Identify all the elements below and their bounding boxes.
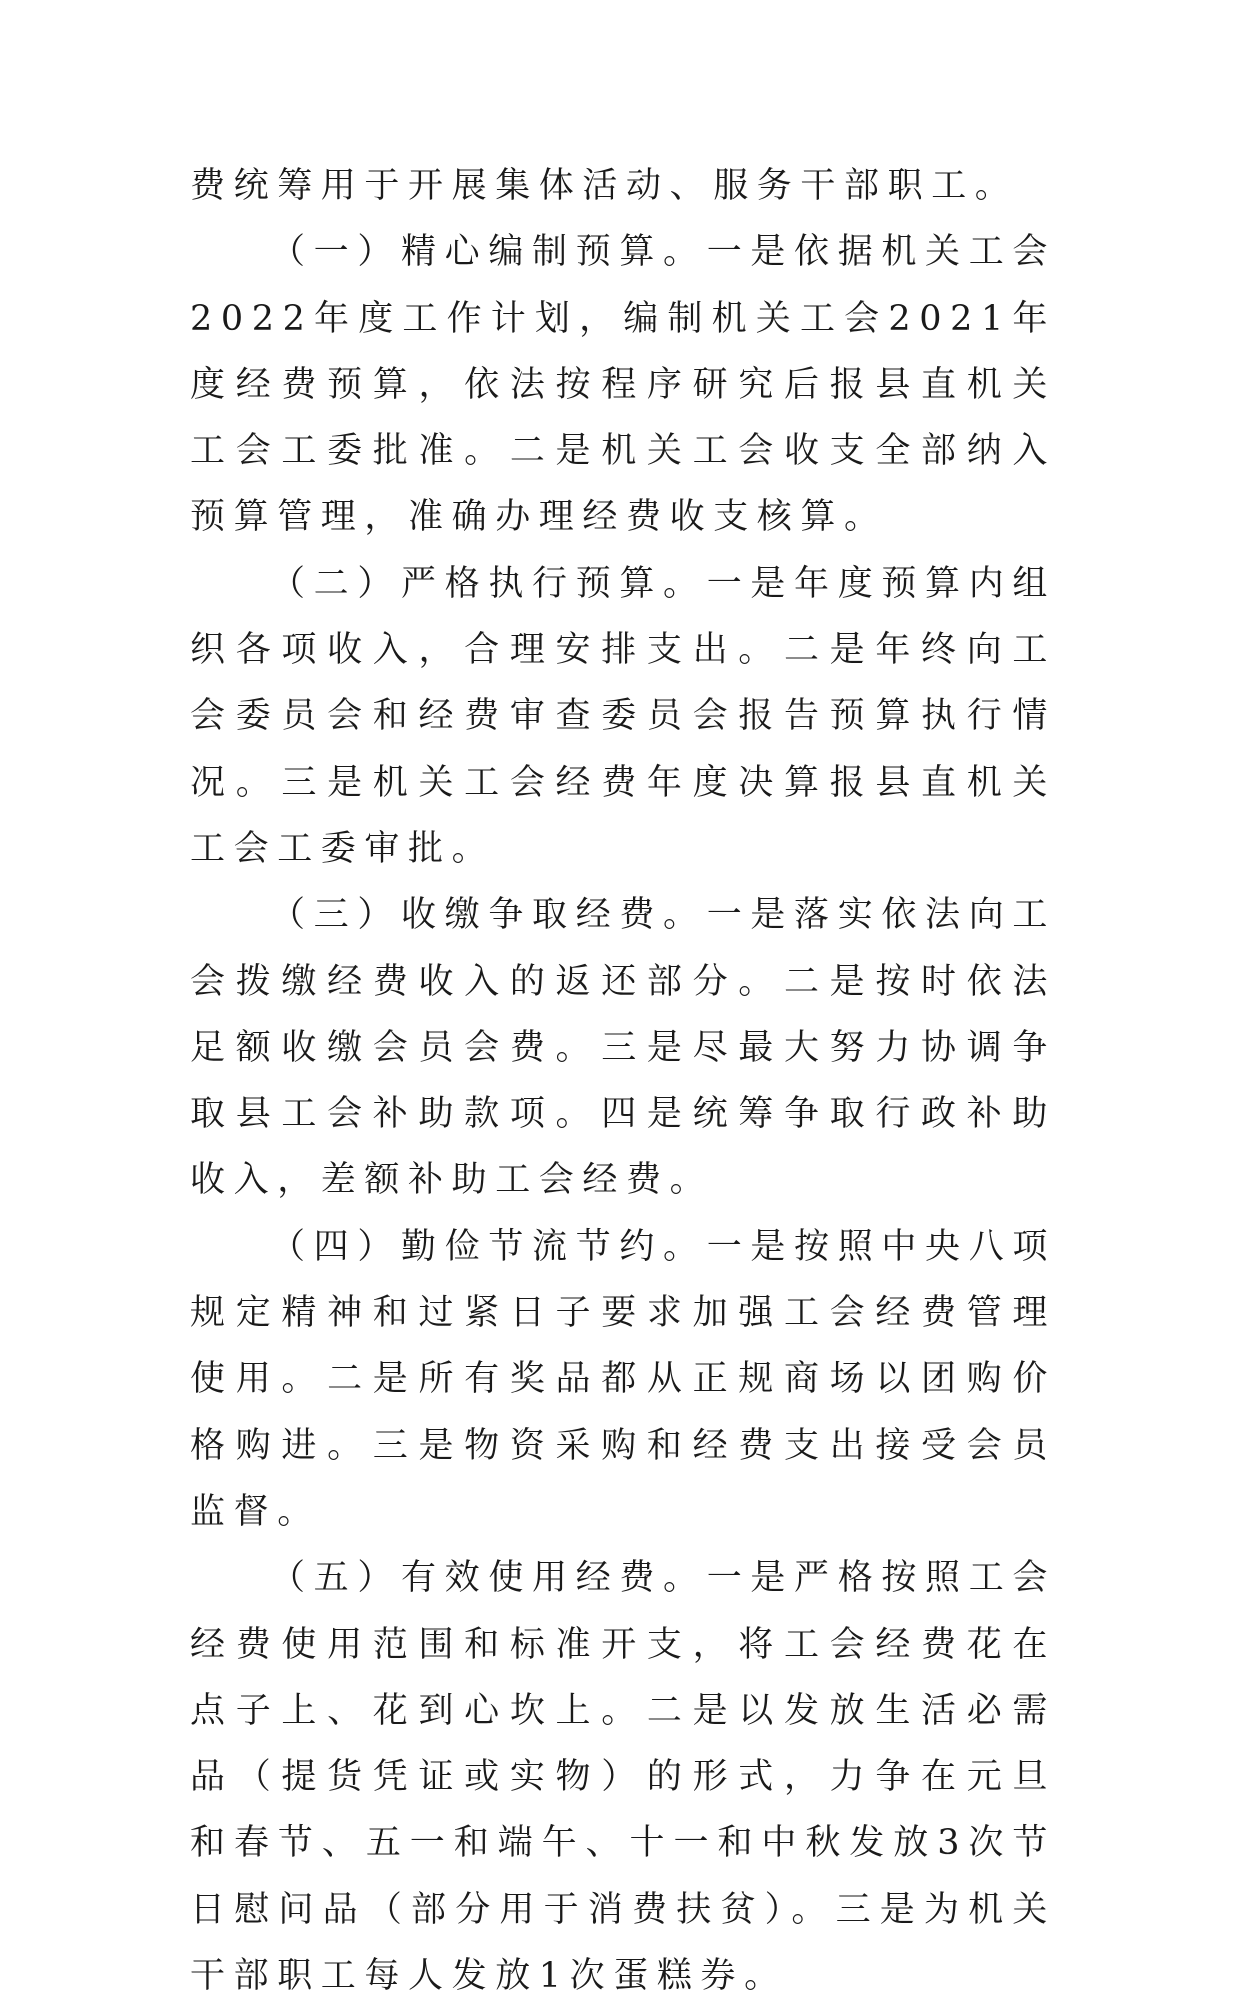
paragraph-continuation: 费统筹用于开展集体活动、服务干部职工。 <box>190 166 1019 206</box>
paragraph-budget-preparation: （一）精心编制预算。一是依据机关工会2022年度工作计划，编制机关工会2021年度经费预算，依法按程序研究后报县直机关工会工委批准。二是机关工会收支全部纳入预算管理，准确办理经费收支核算。 <box>190 232 1056 538</box>
paragraph-fund-collection: （三）收缴争取经费。一是落实依法向工会拨缴经费收入的返还部分。二是按时依法足额收缴会员会费。三是尽最大努力协调争取县工会补助款项。四是统筹争取行政补助收入，差额补助工会经费。 <box>190 895 1056 1201</box>
paragraph-budget-execution: （二）严格执行预算。一是年度预算内组织各项收入，合理安排支出。二是年终向工会委员会和经费审查委员会报告预算执行情况。三是机关工会经费年度决算报县直机关工会工委审批。 <box>190 563 1056 869</box>
paragraph-effective-use: （五）有效使用经费。一是严格按照工会经费使用范围和标准开支，将工会经费花在点子上、花到心坎上。二是以发放生活必需品（提货凭证或实物）的形式，力争在元旦和春节、五一和端午、十一和中秋发放3次节日慰问品（部分用于消费扶贫）。三是为机关干部职工每人发放1次蛋糕券。 <box>190 1558 1056 1997</box>
document-body <box>190 153 1056 2009</box>
paragraph-frugality: （四）勤俭节流节约。一是按照中央八项规定精神和过紧日子要求加强工会经费管理使用。二是所有奖品都从正规商场以团购价格购进。三是物资采购和经费支出接受会员监督。 <box>190 1226 1056 1532</box>
